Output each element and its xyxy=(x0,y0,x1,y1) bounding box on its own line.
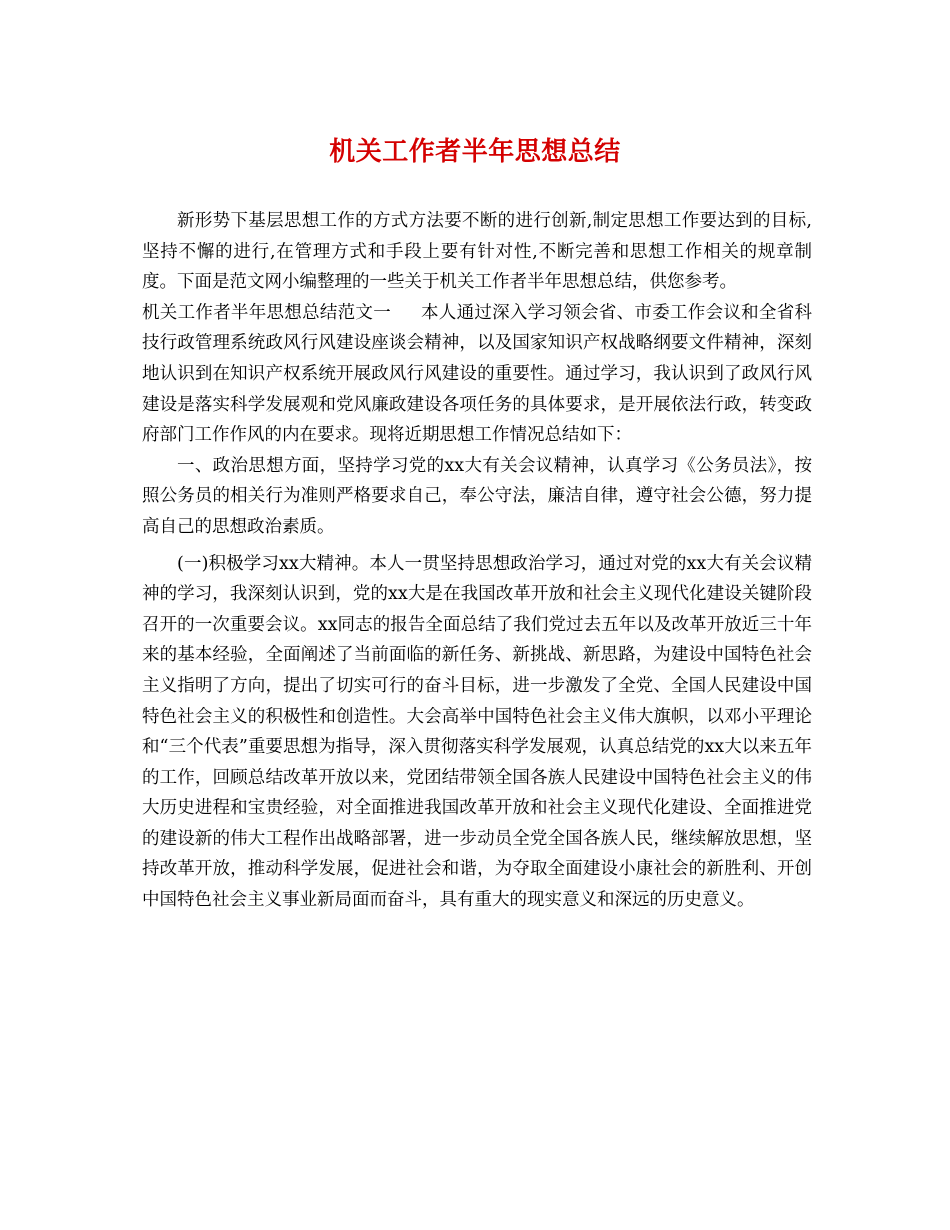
section-paragraph xyxy=(142,298,812,451)
study-paragraph: (一)积极学习xx大精神。本人一贯坚持思想政治学习，通过对党的xx大有关会议精神的学习，我深刻认识到，党的xx大是在我国改革开放和社会主义现代化建设关键阶段召开的一次重要会议。xx同志的报告全面总结了我们党过去五年以及改革开放近三十年来的基本经验，全面阐述了当前面临的新任务、新挑战、新思路，为建设中国特色社会主义指明了方向，提出了切实可行的奋斗目标，进一步激发了全党、全国人民建设中国特色社会主义的积极性和创造性。大会高举中国特色社会主义伟大旗帜，以邓小平理论和“三个代表”重要思想为指导，深入贯彻落实科学发展观，认真总结党的xx大以来五年的工作，回顾总结改革开放以来，党团结带领全国各族人民建设中国特色社会主义的伟大历史进程和宝贵经验，对全面推进我国改革开放和社会主义现代化建设、全面推进党的建设新的伟大工程作出战略部署，进一步动员全党全国各族人民，继续解放思想，坚持改革开放，推动科学发展，促进社会和谐，为夺取全面建设小康社会的新胜利、开创中国特色社会主义事业新局面而奋斗，具有重大的现实意义和深远的历史意义。 xyxy=(142,553,812,911)
politics-paragraph: 一、政治思想方面，坚持学习党的xx大有关会议精神，认真学习《公务员法》，按照公务员的相关行为准则严格要求自己，奉公守法，廉洁自律，遵守社会公德，努力提高自己的思想政治素质。 xyxy=(142,455,812,537)
section-body: 本人通过深入学习领会省、市委工作会议和全省科技行政管理系统政风行风建设座谈会精神，以及国家知识产权战略纲要文件精神，深刻地认识到在知识产权系统开展政风行风建设的重要性。通过学习，我认识到了政风行风建设是落实科学发展观和党风廉政建设各项任务的具体要求，是开展依法行政，转变政府部门工作作风的内在要求。现将近期思想工作情况总结如下： xyxy=(142,302,812,446)
document-title: 机关工作者半年思想总结 xyxy=(329,137,621,167)
intro-paragraph: 新形势下基层思想工作的方式方法要不断的进行创新,制定思想工作要达到的目标,坚持不懈的进行,在管理方式和手段上要有针对性,不断完善和思想工作相关的规章制度。下面是范文网小编整理的一些关于机关工作者半年思想总结，供您参考。 xyxy=(142,211,812,293)
section-heading: 机关工作者半年思想总结范文一 xyxy=(142,302,391,323)
document-body xyxy=(142,206,812,916)
